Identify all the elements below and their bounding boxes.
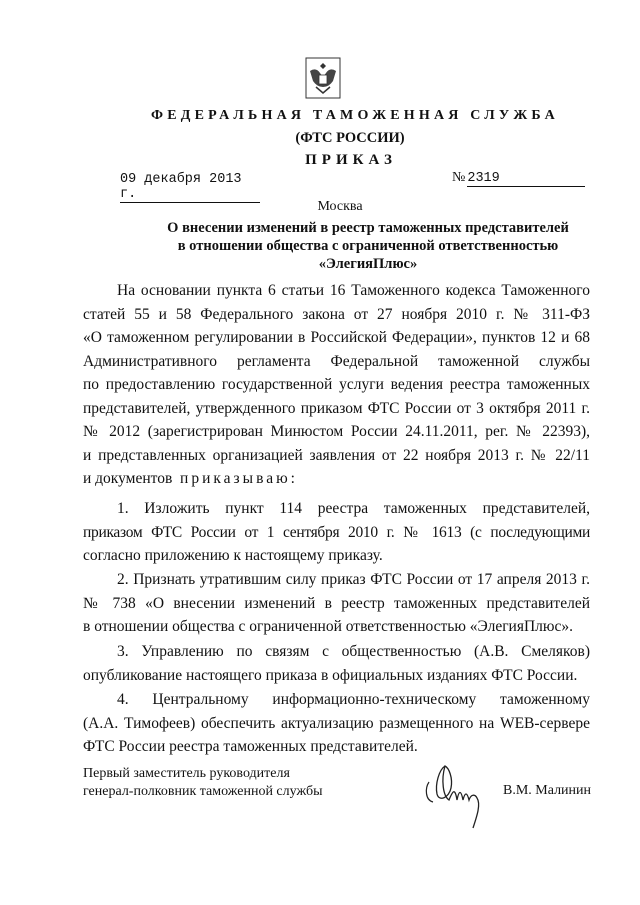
- number-value: 2319: [467, 171, 585, 187]
- item-3: [83, 640, 590, 687]
- document-date: 09 декабря 2013 г.: [120, 172, 260, 203]
- text-line: 2. Признать утратившим силу приказ ФТС России от 17 апреля 2013 г.: [117, 571, 590, 588]
- text-line: [83, 467, 590, 491]
- text-line: 1. Изложить пункт 114 реестра таможенных представителей,: [117, 500, 590, 517]
- item-4: [83, 688, 590, 759]
- title-line: в отношении общества с ограниченной ответственностью: [177, 238, 559, 254]
- text-line: (А.А. Тимофеев) обеспечить актуализацию размещенного на WEB-сервере: [83, 714, 590, 732]
- text-line: по предоставлению государственной услуги ведения реестра таможенных: [83, 376, 590, 393]
- document-number: [452, 170, 585, 187]
- organization-abbreviation: (ФТС РОССИИ): [295, 130, 405, 146]
- document-type: ПРИКАЗ: [305, 152, 397, 168]
- text-line: «О таможенном регулировании в Российской Федерации», пунктов 12 и 68: [83, 329, 590, 346]
- text-line: статей 55 и 58 Федерального закона от 27 ноября 2010 г. № 311-ФЗ: [83, 305, 590, 323]
- coat-of-arms-emblem: [300, 55, 346, 106]
- item-2: [83, 568, 590, 639]
- organization-name: ФЕДЕРАЛЬНАЯ ТАМОЖЕННАЯ СЛУЖБА: [151, 108, 559, 123]
- item-1: [83, 497, 590, 568]
- text-line: опубликование настоящего приказа в официальных изданиях ФТС России.: [83, 666, 578, 684]
- city: Москва: [317, 199, 363, 214]
- position-line: генерал-полковник таможенной службы: [83, 784, 323, 799]
- handwritten-signature: [415, 760, 495, 845]
- signatory-name: В.М. Малинин: [503, 783, 592, 798]
- signatory-position: [83, 765, 322, 801]
- text-line: Административного регламента Федеральной таможенной службы: [83, 352, 590, 370]
- text-line: представителей, утвержденного приказом ФТС России от 3 октября 2011 г.: [83, 399, 590, 417]
- text-line: согласно приложению к настоящему приказу.: [83, 547, 383, 564]
- text-line: в отношении общества с ограниченной ответственностью «ЭлегияПлюс».: [83, 618, 573, 635]
- preamble-paragraph: [83, 279, 590, 491]
- document-title: [48, 219, 640, 273]
- text-line: приказом ФТС России от 1 сентября 2010 г. № 1613 (с последующими: [83, 523, 590, 541]
- text-line: № 2012 (зарегистрирован Минюстом России 24.11.2011, рег. № 22393),: [83, 423, 590, 440]
- position-line: Первый заместитель руководителя: [83, 766, 290, 781]
- number-label: №: [452, 170, 466, 185]
- title-line: «ЭлегияПлюс»: [318, 256, 418, 272]
- order-word: приказываю:: [180, 470, 298, 487]
- text-line: На основании пункта 6 статьи 16 Таможенного кодекса Таможенного: [117, 282, 590, 299]
- text-line: 3. Управлению по связям с общественностью (А.В. Смеляков): [117, 643, 590, 660]
- text-line: 4. Центральному информационно-техническому таможенному: [117, 691, 590, 708]
- text-line: и представленных организацией заявления от 22 ноября 2013 г. № 22/11: [83, 446, 590, 464]
- title-line: О внесении изменений в реестр таможенных представителей: [167, 220, 569, 236]
- text-line: ФТС России реестра таможенных представителей.: [83, 738, 418, 755]
- text-fragment: и документов: [83, 470, 173, 487]
- text-line: № 738 «О внесении изменений в реестр таможенных представителей: [83, 594, 590, 612]
